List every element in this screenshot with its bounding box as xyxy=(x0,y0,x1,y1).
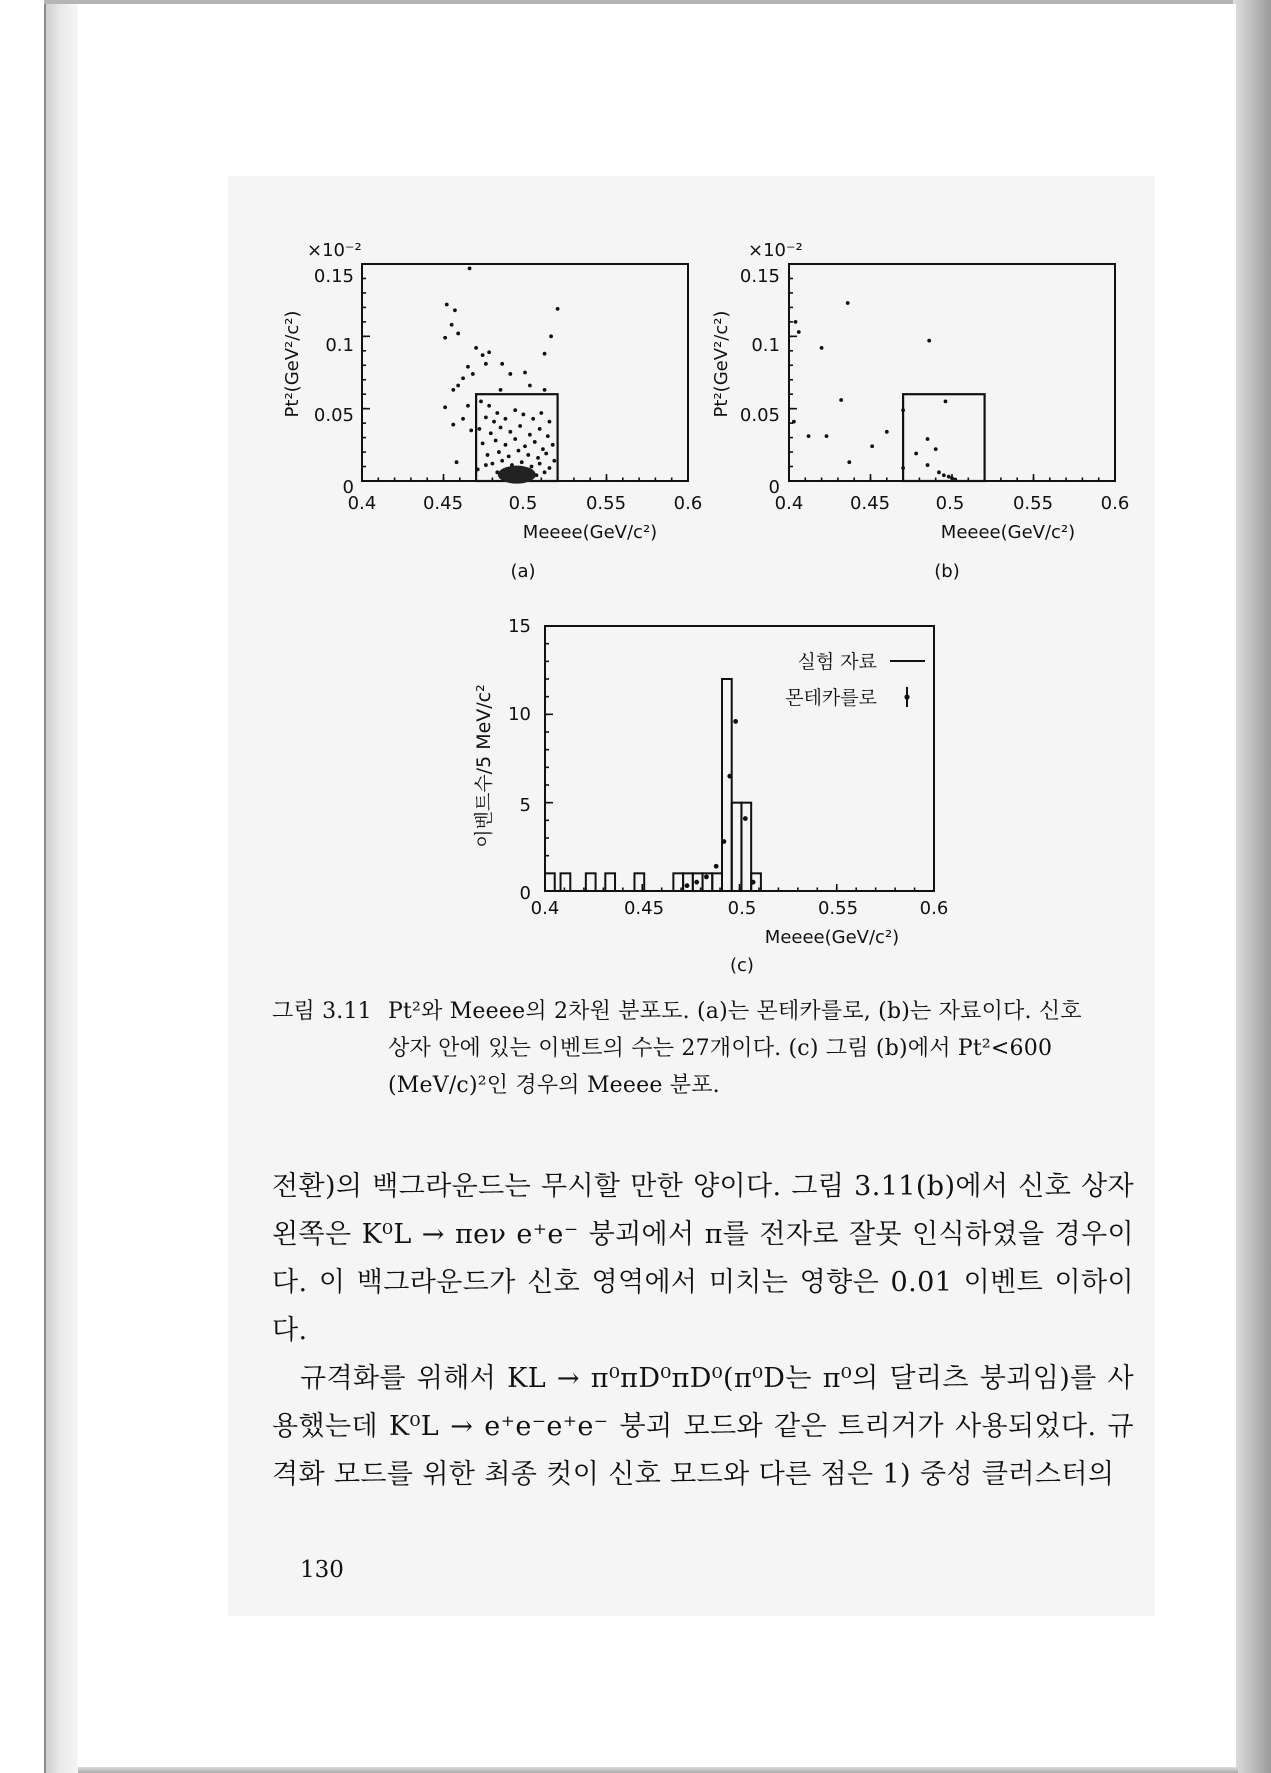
panel-c-xtick-04: 0.4 xyxy=(530,898,560,919)
panel-c-mc-point xyxy=(722,839,727,844)
panel-a-point xyxy=(549,334,553,338)
panel-b-point xyxy=(927,339,931,343)
panel-a-point xyxy=(539,411,543,415)
panel-a-point xyxy=(481,353,485,357)
panel-b-point xyxy=(839,398,843,402)
panel-c-xtick-06: 0.6 xyxy=(919,898,949,919)
panel-c-mc-point xyxy=(685,883,690,888)
panel-b-ytick-0: 0 xyxy=(768,477,780,498)
panel-a-point xyxy=(484,463,488,467)
panel-a xyxy=(282,240,702,582)
panel-a-point xyxy=(443,336,447,340)
body-text xyxy=(272,1163,1134,1499)
panel-b-xtick-06: 0.6 xyxy=(1100,493,1130,514)
panel-a-point xyxy=(481,441,485,445)
panel-a-point xyxy=(507,455,511,459)
panel-a-point xyxy=(504,443,508,447)
panel-c-legend-mc-dot xyxy=(904,694,909,699)
panel-c-xlabel: Meeee(GeV/c²) xyxy=(764,927,900,948)
panel-b-ytick-labels xyxy=(740,266,780,498)
caption-line-1: Pt²와 Meeee의 2차원 분포도. (a)는 몬테카를로, (b)는 자료이다. 신호 xyxy=(388,999,1082,1024)
caption-line-2: 상자 안에 있는 이벤트의 수는 27개이다. (c) 그림 (b)에서 Pt²<600 xyxy=(388,1036,1053,1061)
panel-b-point xyxy=(847,460,851,464)
panel-c-ytick-0: 0 xyxy=(519,883,531,904)
panel-c-ytick-15: 15 xyxy=(508,616,531,637)
panel-a-multiplier: ×10⁻² xyxy=(307,240,362,261)
caption-line-3: (MeV/c)²인 경우의 Meeee 분포. xyxy=(388,1073,720,1098)
panel-a-label: (a) xyxy=(510,561,536,582)
panel-a-point xyxy=(443,405,447,409)
panel-b-point xyxy=(901,408,905,412)
panel-a-plot xyxy=(362,264,688,484)
panel-a-ytick-01: 0.1 xyxy=(325,335,354,356)
panel-a-point xyxy=(484,415,488,419)
panel-a-point xyxy=(528,433,532,437)
panel-b-point xyxy=(953,478,957,482)
panel-a-point xyxy=(504,417,508,421)
panel-a-ytick-005: 0.05 xyxy=(313,405,354,426)
panel-a-point xyxy=(491,462,495,466)
panel-a-point xyxy=(556,307,560,311)
panel-b-ylabel xyxy=(711,311,732,418)
panel-a-point xyxy=(513,437,517,441)
panel-a-point xyxy=(497,450,501,454)
panel-a-point xyxy=(546,434,550,438)
panel-a-point xyxy=(530,465,534,469)
panel-b-ytick-005: 0.05 xyxy=(739,405,780,426)
panel-a-point xyxy=(487,350,491,354)
panel-a-point xyxy=(461,417,465,421)
panel-a-point xyxy=(526,453,530,457)
panel-a-point xyxy=(451,423,455,427)
panel-a-point xyxy=(500,459,504,463)
panel-a-point xyxy=(518,424,522,428)
panel-a-point xyxy=(489,431,493,435)
panel-a-point xyxy=(469,428,473,432)
panel-a-point xyxy=(523,444,527,448)
panel-a-point xyxy=(544,452,548,456)
panel-c-xtick-labels xyxy=(531,898,949,919)
panel-a-xlabel: Meeee(GeV/c²) xyxy=(522,522,658,543)
panel-c xyxy=(473,616,948,976)
paragraph-1: 전환)의 백그라운드는 무시할 만한 양이다. 그림 3.11(b)에서 신호 상자 왼쪽은 K⁰L → πeν e⁺e⁻ 붕괴에서 π를 전자로 잘못 인식하였을 경우이다. 이 백그라운드가 신호 영역에서 미치는 영향은 0.01 이벤트 이하이다. xyxy=(272,1171,1134,1346)
panel-b xyxy=(711,240,1129,582)
panel-a-point xyxy=(543,352,547,356)
panel-b-point xyxy=(846,301,850,305)
panel-b-point xyxy=(825,434,829,438)
panel-c-hist-bar xyxy=(605,873,615,891)
panel-a-point xyxy=(499,388,503,392)
panel-a-point xyxy=(474,346,478,350)
panel-a-point xyxy=(499,426,503,430)
panel-c-hist-bar xyxy=(561,873,571,891)
panel-a-point xyxy=(513,408,517,412)
panel-b-xtick-045: 0.45 xyxy=(849,493,891,514)
panel-c-mc-point xyxy=(727,774,732,779)
panel-a-point xyxy=(500,362,504,366)
panel-a-point xyxy=(495,411,499,415)
panel-a-point xyxy=(551,443,555,447)
panel-c-xtick-05: 0.5 xyxy=(727,898,757,919)
panel-c-hist-bar xyxy=(741,803,751,891)
panel-a-point xyxy=(541,447,545,451)
panel-c-ytick-10: 10 xyxy=(508,704,531,725)
panel-b-point xyxy=(947,475,951,479)
panel-c-ylabel-text: 이벤트수/5 MeV/c² xyxy=(473,684,495,848)
panel-a-point xyxy=(456,332,460,336)
caption-label: 그림 3.11 xyxy=(272,999,372,1024)
panel-a-ytick-0: 0 xyxy=(342,477,354,498)
panel-b-point xyxy=(926,463,930,467)
panel-b-xtick-05: 0.5 xyxy=(935,493,965,514)
panel-c-label: (c) xyxy=(730,955,754,976)
panel-b-point xyxy=(792,420,796,424)
panel-c-mc-point xyxy=(733,719,738,724)
panel-c-hist-bar xyxy=(586,873,596,891)
panel-a-ytick-labels xyxy=(314,266,354,498)
panel-c-hist-bar xyxy=(732,803,742,891)
paragraph-2: 규격화를 위해서 KL → π⁰πD⁰πD⁰(π⁰D는 π⁰의 달리츠 붕괴임)를 사용했는데 K⁰L → e⁺e⁻e⁺e⁻ 붕괴 모드와 같은 트리거가 사용되었다. 규격화 모드를 위한 최종 컷이 신호 모드와 다른 점은 1) 중성 클러스터의 xyxy=(272,1363,1134,1490)
panel-c-xtick-055: 0.55 xyxy=(817,898,859,919)
panel-b-point xyxy=(820,346,824,350)
panel-c-legend-mc: 몬테카를로 xyxy=(785,687,877,709)
panel-a-point xyxy=(494,439,498,443)
panel-a-point xyxy=(445,303,449,307)
panel-b-ytick-015: 0.15 xyxy=(739,266,780,287)
panel-a-point xyxy=(492,420,496,424)
panel-b-ytick-01: 0.1 xyxy=(751,335,780,356)
panel-b-point xyxy=(942,473,946,477)
panel-c-ytick-5: 5 xyxy=(519,795,531,816)
panel-a-point xyxy=(520,460,524,464)
panel-b-point xyxy=(885,430,889,434)
panel-a-ytick-015: 0.15 xyxy=(313,266,354,287)
panel-c-hist-bar xyxy=(683,873,693,891)
page-number: 130 xyxy=(300,1557,344,1583)
panel-a-xtick-labels xyxy=(348,493,703,514)
panel-b-ylabel-text: Pt²(GeV²/c²) xyxy=(711,310,732,418)
panel-a-xtick-04: 0.4 xyxy=(347,493,377,514)
panel-b-point xyxy=(934,447,938,451)
panel-a-point xyxy=(468,266,472,270)
panel-a-point xyxy=(466,365,470,369)
panel-b-label: (b) xyxy=(934,561,960,582)
panel-b-point xyxy=(901,466,905,470)
panel-a-point xyxy=(455,460,459,464)
panel-b-point xyxy=(937,470,941,474)
panel-a-point xyxy=(552,459,556,463)
panel-b-xtick-labels xyxy=(775,493,1130,514)
panel-b-point xyxy=(914,452,918,456)
panel-a-point xyxy=(508,430,512,434)
panel-a-xtick-05: 0.5 xyxy=(508,493,538,514)
panel-b-point xyxy=(797,330,801,334)
panel-a-point xyxy=(528,384,532,388)
panel-a-point xyxy=(486,453,490,457)
panel-c-ylabel xyxy=(473,684,495,848)
panel-c-ytick-labels xyxy=(508,616,531,904)
panel-b-plot xyxy=(789,264,1115,481)
panel-c-hist-bar xyxy=(545,873,555,891)
panel-c-mc-point xyxy=(694,880,699,885)
panel-a-dense-core xyxy=(498,466,536,484)
panel-b-point xyxy=(950,476,954,480)
panel-a-point xyxy=(538,462,542,466)
panel-b-point xyxy=(944,400,948,404)
panel-a-point xyxy=(533,440,537,444)
panel-b-xtick-04: 0.4 xyxy=(774,493,804,514)
panel-a-point xyxy=(461,376,465,380)
panel-a-point xyxy=(531,417,535,421)
panel-a-point xyxy=(523,371,527,375)
panel-c-hist-bar xyxy=(722,679,732,891)
panel-a-point xyxy=(479,400,483,404)
panel-c-xtick-045: 0.45 xyxy=(623,898,665,919)
panel-a-point xyxy=(477,427,481,431)
panel-c-mc-point xyxy=(751,880,756,885)
panel-a-point xyxy=(548,420,552,424)
panel-a-point xyxy=(536,456,540,460)
panel-b-point xyxy=(807,434,811,438)
panel-b-signal-box xyxy=(903,394,985,481)
panel-b-frame xyxy=(789,264,1115,481)
panel-b-xtick-055: 0.55 xyxy=(1012,493,1054,514)
panel-b-point xyxy=(794,320,798,324)
panel-a-xtick-055: 0.55 xyxy=(585,493,627,514)
panel-a-point xyxy=(517,449,521,453)
panel-a-xtick-045: 0.45 xyxy=(422,493,464,514)
panel-b-point xyxy=(870,444,874,448)
panel-a-ylabel xyxy=(282,311,303,418)
panel-a-point xyxy=(487,404,491,408)
panel-a-xtick-06: 0.6 xyxy=(673,493,703,514)
panel-a-point xyxy=(521,413,525,417)
panel-a-point xyxy=(451,388,455,392)
panel-a-ylabel-text: Pt²(GeV²/c²) xyxy=(282,310,303,418)
panel-a-point xyxy=(471,372,475,376)
panel-a-point xyxy=(466,404,470,408)
panel-b-multiplier: ×10⁻² xyxy=(748,240,803,261)
panel-b-xlabel: Meeee(GeV/c²) xyxy=(940,522,1076,543)
panel-a-point xyxy=(543,388,547,392)
panel-a-point xyxy=(538,427,542,431)
panel-b-point xyxy=(926,437,930,441)
panel-a-point xyxy=(450,323,454,327)
panel-a-point xyxy=(508,372,512,376)
panel-c-mc-point xyxy=(714,864,719,869)
panel-c-mc-point xyxy=(704,874,709,879)
panel-c-mc-point xyxy=(743,816,748,821)
panel-c-legend-data: 실험 자료 xyxy=(797,651,877,673)
panel-a-point xyxy=(548,466,552,470)
panel-a-point xyxy=(543,470,547,474)
panel-a-point xyxy=(456,384,460,388)
panel-a-point xyxy=(453,308,457,312)
panel-a-point xyxy=(484,362,488,366)
panel-a-point xyxy=(476,468,480,472)
caption-body xyxy=(388,993,1132,1104)
